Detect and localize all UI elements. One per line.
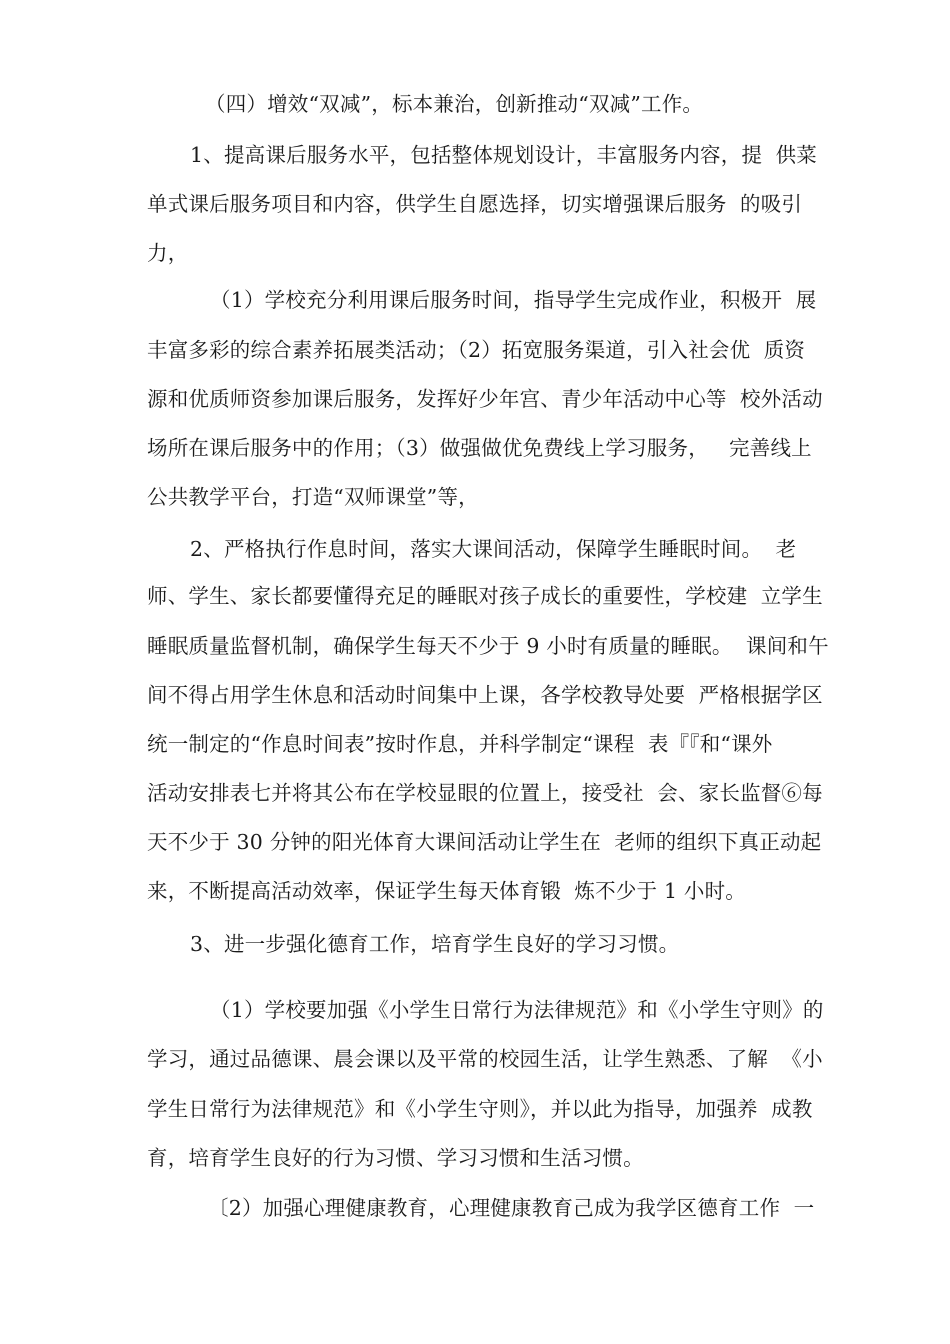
paragraph-line: 学习，通过品德课、晨会课以及平常的校园生活，让学生熟悉、了解 《小 [147, 1047, 823, 1071]
paragraph-line: 统一制定的“作息时间表”按时作息，并科学制定“课程 表『『和“课外 [147, 732, 773, 756]
paragraph-line: 3、进一步强化德育工作，培育学生良好的学习习惯。 [190, 932, 680, 956]
paragraph-line: 育，培育学生良好的行为习惯、学习习惯和生活习惯。 [147, 1146, 644, 1170]
paragraph-line: 〔2）加强心理健康教育，心理健康教育己成为我学区德育工作 一 [208, 1196, 815, 1220]
paragraph-line: 单式课后服务项目和内容，供学生自愿选择，切实增强课后服务 的吸引 [147, 192, 803, 216]
paragraph-line: 睡眠质量监督机制，确保学生每天不少于 9 小时有质量的睡眠。 课间和午 [147, 634, 829, 658]
paragraph-line: 师、学生、家长都要懂得充足的睡眠对孩子成长的重要性，学校建 立学生 [147, 584, 823, 608]
paragraph-line: （1）学校要加强《小学生日常行为法律规范》和《小学生守则》的 [210, 998, 824, 1022]
paragraph-line: 丰富多彩的综合素养拓展类活动；（2）拓宽服务渠道，引入社会优 质资 [147, 338, 806, 362]
paragraph-line: 1、提高课后服务水平，包括整体规划设计，丰富服务内容，提 供菜 [190, 143, 817, 167]
paragraph-line: 2、严格执行作息时间，落实大课间活动，保障学生睡眠时间。 老 [190, 537, 797, 561]
paragraph-line: 学生日常行为法律规范》和《小学生守则》，并以此为指导，加强养 成教 [147, 1097, 813, 1121]
paragraph-line: 公共教学平台，打造“双师课堂”等， [147, 485, 479, 509]
paragraph-line: 源和优质师资参加课后服务，发挥好少年宫、青少年活动中心等 校外活动 [147, 387, 823, 411]
section-heading: （四）增效“双减”，标本兼治，创新推动“双减”工作。 [205, 92, 704, 116]
paragraph-line: 力， [147, 241, 189, 265]
paragraph-line: 天不少于 30 分钟的阳光体育大课间活动让学生在 老师的组织下真正动起 [147, 830, 822, 854]
paragraph-line: 来，不断提高活动效率，保证学生每天体育锻 炼不少于 1 小时。 [147, 879, 747, 903]
paragraph-line: 间不得占用学生休息和活动时间集中上课，各学校教导处要 严格根据学区 [147, 683, 823, 707]
paragraph-line: （1）学校充分利用课后服务时间，指导学生完成作业，积极开 展 [210, 288, 817, 312]
paragraph-line: 场所在课后服务中的作用；（3）做强做优免费线上学习服务， 完善线上 [147, 436, 812, 460]
paragraph-line: 活动安排表七并将其公布在学校显眼的位置上，接受社 会、家长监督⑥每 [147, 781, 823, 805]
